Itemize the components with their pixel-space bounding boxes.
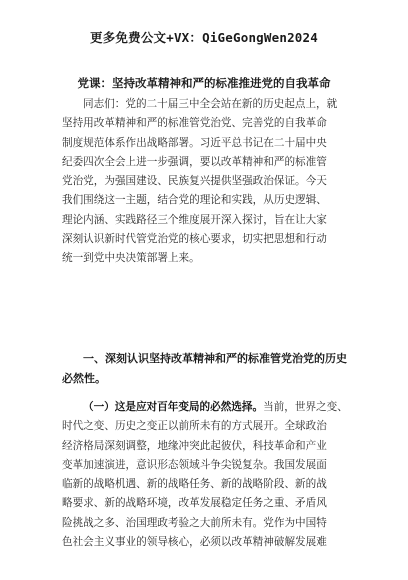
intro-line: 统一到党中央决策部署上来。 — [62, 252, 200, 265]
subsection-first-line-rest: 当前，世界之变、 — [263, 401, 348, 413]
intro-paragraph — [62, 95, 344, 269]
subsection-line: 变革加速演进，意识形态领域斗争尖锐复杂。我国发展面 — [62, 458, 327, 471]
intro-line: 我们围绕这一主题，结合党的理论和实践，从历史逻辑、 — [62, 194, 327, 207]
promo-header: 更多免费公文+VX：QiGeGongWen2024 — [90, 30, 318, 45]
intro-line: 坚持用改革精神和严的标准管党治党、完善党的自我革命 — [62, 117, 327, 130]
intro-line: 同志们：党的二十届三中全会站在新的历史起点上，就 — [83, 98, 338, 110]
intro-line: 深刻认识新时代管党治党的核心要求，切实把思想和行动 — [62, 233, 327, 246]
intro-line: 纪委四次全会上进一步强调，要以改革精神和严的标准管 — [62, 155, 327, 168]
subsection-first-line — [62, 398, 348, 417]
subsection-line: 临新的战略机遇、新的战略任务、新的战略阶段、新的战 — [62, 478, 327, 491]
subsection-line: 时代之变、历史之变正以前所未有的方式展开。全球政治 — [62, 420, 327, 433]
subsection-line: 经济格局深刻调整，地缘冲突此起彼伏，科技革命和产业 — [62, 439, 327, 452]
subsection-line: 险挑战之多、治国理政考验之大前所未有。党作为中国特 — [62, 516, 327, 529]
intro-line: 制度规范体系作出战略部署。习近平总书记在二十届中央 — [62, 136, 327, 149]
section-heading-line: 必然性。 — [62, 371, 106, 385]
intro-line: 党治党，为强国建设、民族复兴提供坚强政治保证。今天 — [62, 175, 327, 188]
subsection-line: 略要求、新的战略环境，改革发展稳定任务之重、矛盾风 — [62, 497, 327, 510]
section-heading-1 — [62, 349, 347, 388]
subsection-paragraph-1 — [62, 398, 348, 552]
section-heading-line: 一、深刻认识坚持改革精神和严的标准管党治党的历史 — [83, 352, 347, 365]
intro-line: 理论内涵、实践路径三个维度展开深入探讨，旨在让大家 — [62, 213, 327, 226]
subsection-line: 色社会主义事业的领导核心，必须以改革精神破解发展难 — [62, 536, 327, 549]
subsection-heading: （一）这是应对百年变局的必然选择。 — [83, 401, 264, 413]
document-title: 党课：坚持改革精神和严的标准推进党的自我革命 — [77, 76, 331, 90]
